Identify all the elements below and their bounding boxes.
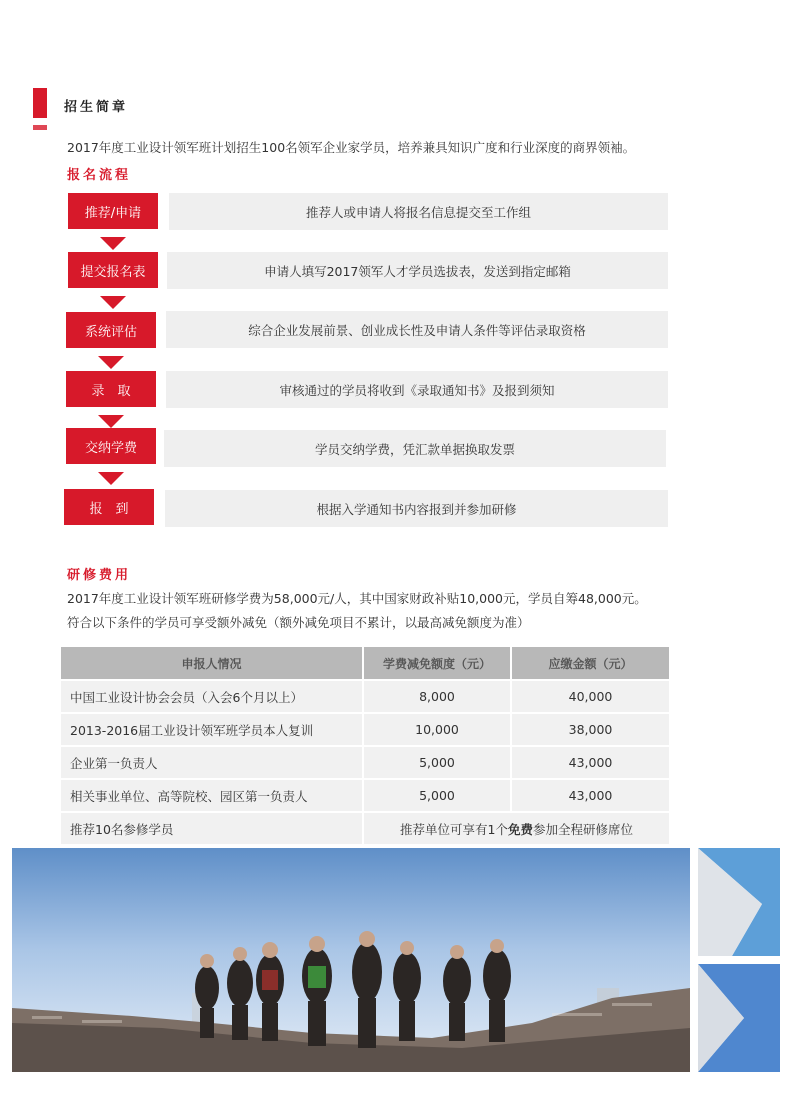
step-submit-form: 提交报名表 [68,252,158,288]
table-header-row [61,647,669,680]
table-row [61,713,669,746]
fees-line-1: 2017年度工业设计领军班研修学费为58,000元/人，其中国家财政补贴10,000元，学员自筹48,000元。 [67,591,647,606]
referral-note-post: 参加全程研修席位 [532,821,633,837]
table-row [61,746,669,779]
cell-referral-note [363,812,669,844]
step-pay-tuition-desc: 学员交纳学费，凭汇款单据换取发票 [164,430,666,467]
cell-discount: 5,000 [363,746,511,779]
cell-due: 43,000 [511,779,669,812]
process-title: 报名流程 [67,168,132,183]
step-evaluate: 系统评估 [66,312,156,348]
header-accent-underline [33,125,47,130]
step-recommend-desc: 推荐人或申请人将报名信息提交至工作组 [169,193,668,230]
col-header-due: 应缴金额（元） [511,647,669,680]
arrow-down-icon [98,472,124,485]
referral-note-pre: 推荐单位可享有1个 [400,821,508,837]
cell-discount: 5,000 [363,779,511,812]
table-row [61,812,669,844]
header-accent-bar [33,88,47,118]
arrow-down-icon [100,296,126,309]
cell-due: 40,000 [511,680,669,713]
referral-note-free: 免费 [507,821,533,837]
arrow-down-icon [98,356,124,369]
arrow-down-icon [98,415,124,428]
decorative-chevrons [698,848,780,1072]
intro-text: 2017年度工业设计领军班计划招生100名领军企业家学员，培养兼具知识广度和行业深度的商界领袖。 [67,140,636,155]
step-admit: 录 取 [66,371,156,407]
cell-due: 38,000 [511,713,669,746]
fees-line-2: 符合以下条件的学员可享受额外减免（额外减免项目不累计，以最高减免额度为准） [67,615,530,630]
step-admit-desc: 审核通过的学员将收到《录取通知书》及报到须知 [166,371,668,408]
step-evaluate-desc: 综合企业发展前景、创业成长性及申请人条件等评估录取资格 [166,311,668,348]
col-header-discount: 学费减免额度（元） [363,647,511,680]
page-title: 招生简章 [64,100,129,115]
cell-discount: 8,000 [363,680,511,713]
step-register: 报 到 [64,489,154,525]
cell-condition: 相关事业单位、高等院校、园区第一负责人 [61,779,363,812]
cell-condition: 中国工业设计协会会员（入会6个月以上） [61,680,363,713]
table-row [61,680,669,713]
group-running-photo [12,848,690,1072]
fee-table [61,647,669,844]
cell-due: 43,000 [511,746,669,779]
cell-condition: 企业第一负责人 [61,746,363,779]
step-submit-form-desc: 申请人填写2017领军人才学员选拔表，发送到指定邮箱 [167,252,668,289]
fees-title: 研修费用 [67,568,132,583]
step-recommend: 推荐/申请 [68,193,158,229]
step-register-desc: 根据入学通知书内容报到并参加研修 [165,490,668,527]
col-header-applicant: 申报人情况 [61,647,363,680]
arrow-down-icon [100,237,126,250]
cell-discount: 10,000 [363,713,511,746]
cell-condition: 2013-2016届工业设计领军班学员本人复训 [61,713,363,746]
step-pay-tuition: 交纳学费 [66,428,156,464]
cell-condition: 推荐10名参修学员 [61,812,363,844]
table-row [61,779,669,812]
